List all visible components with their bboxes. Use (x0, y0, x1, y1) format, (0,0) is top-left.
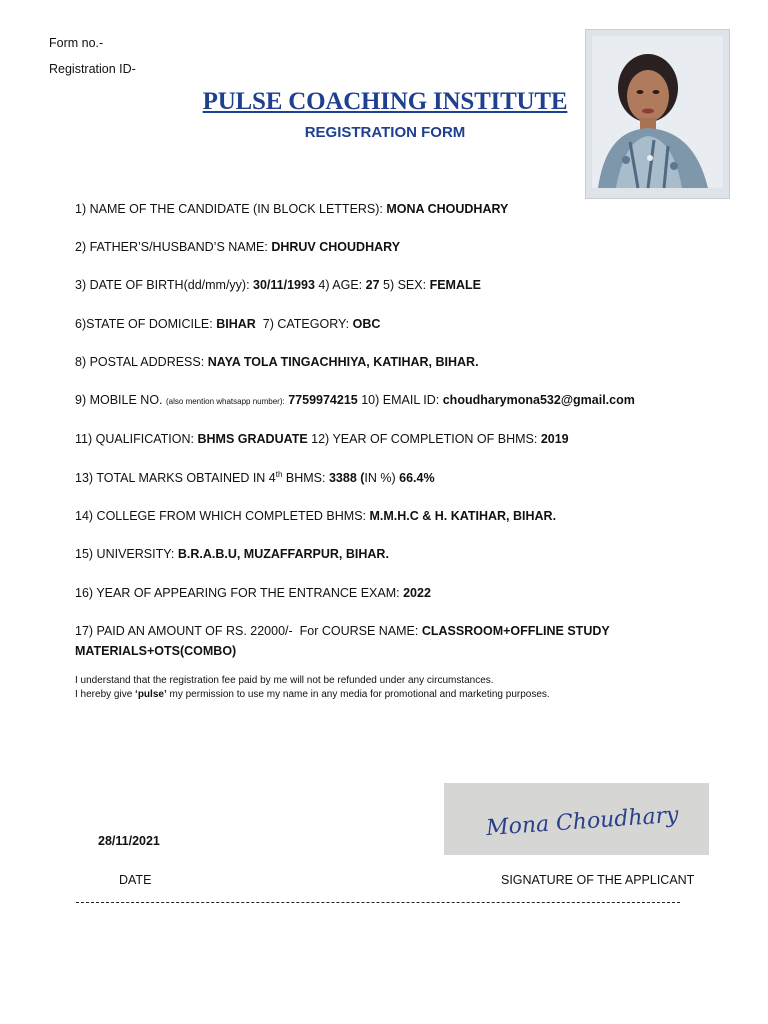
field-label: 6)STATE OF DOMICILE: (75, 317, 217, 331)
field-value: choudharymona532@gmail.com (442, 393, 635, 407)
declaration-permission (75, 689, 550, 700)
field-value: DHRUV CHOUDHARY (271, 240, 401, 254)
field-label-sup: th (275, 470, 283, 479)
form-title: REGISTRATION FORM (304, 124, 466, 141)
field-label: 12) YEAR OF COMPLETION OF BHMS: (307, 432, 541, 446)
field-domicile-category (75, 317, 380, 331)
field-label: 8) POSTAL ADDRESS: (75, 355, 208, 369)
field-dob-age-sex (75, 278, 481, 292)
field-value: FEMALE (429, 278, 481, 292)
field-label: 9) MOBILE NO. (75, 393, 166, 407)
field-university (75, 547, 389, 561)
field-amount-course-cont (75, 644, 236, 658)
field-value: 66.4% (399, 471, 435, 486)
field-label-bold: ( (356, 471, 365, 486)
date-label: DATE (119, 873, 152, 887)
note-text: my permission to use my name in any media for promotional and marketing purposes. (166, 689, 550, 700)
field-postal-address (75, 355, 479, 369)
field-value: BIHAR (216, 317, 256, 331)
field-amount-course (75, 624, 610, 638)
field-label: 17) PAID AN AMOUNT OF RS. 22000/- For COURSE NAME: (75, 624, 422, 638)
field-value: 7759974215 (288, 393, 358, 407)
field-value: OBC (352, 317, 381, 331)
note-emphasis: ‘pulse’ (135, 689, 167, 700)
date-value: 28/11/2021 (98, 834, 160, 848)
field-label: 2) FATHER’S/HUSBAND’S NAME: (75, 240, 272, 254)
field-label: IN %) (364, 471, 400, 486)
field-label: 14) COLLEGE FROM WHICH COMPLETED BHMS: (75, 509, 370, 523)
institute-title: PULSE COACHING INSTITUTE (202, 88, 568, 115)
field-label: 3) DATE OF BIRTH(dd/mm/yy): (75, 278, 254, 292)
field-value: B.R.A.B.U, MUZAFFARPUR, BIHAR. (177, 547, 389, 561)
field-value: M.M.H.C & H. KATIHAR, BIHAR. (369, 509, 557, 523)
field-label: 4) AGE: (314, 278, 366, 292)
field-candidate-name (75, 202, 508, 216)
applicant-photo (586, 30, 729, 198)
registration-id-label: Registration ID- (49, 62, 136, 76)
field-hint: (also mention whatsapp number): (166, 397, 285, 406)
field-value: 3388 (328, 471, 357, 486)
declaration-refund: I understand that the registration fee paid by me will not be refunded under any circumstances. (75, 675, 494, 686)
field-value: 2019 (540, 432, 569, 446)
field-value: CLASSROOM+OFFLINE STUDY (421, 624, 610, 638)
field-label: 13) TOTAL MARKS OBTAINED IN 4 (75, 471, 276, 486)
field-label: 15) UNIVERSITY: (75, 547, 178, 561)
field-value: MONA CHOUDHARY (386, 202, 509, 216)
field-qualification-year (75, 432, 569, 446)
field-value: MATERIALS+OTS(COMBO) (75, 644, 237, 658)
field-value: 30/11/1993 (253, 278, 315, 292)
field-label: 1) NAME OF THE CANDIDATE (IN BLOCK LETTERS): (75, 202, 387, 216)
field-father-husband-name (75, 240, 400, 254)
field-mobile-email (75, 393, 635, 407)
field-label: 5) SEX: (379, 278, 430, 292)
signature-text: Mona Choudhary (485, 802, 680, 842)
signature-label: SIGNATURE OF THE APPLICANT (501, 873, 695, 887)
form-no-label: Form no.- (49, 36, 104, 50)
field-college (75, 509, 556, 523)
field-label: 16) YEAR OF APPEARING FOR THE ENTRANCE EXAM: (75, 586, 404, 600)
applicant-photo-icon (586, 30, 729, 198)
signature-icon (444, 783, 709, 855)
field-value: 2022 (403, 586, 431, 600)
field-label: 10) EMAIL ID: (357, 393, 443, 407)
field-entrance-year (75, 586, 431, 600)
field-value: 27 (365, 278, 380, 292)
field-total-marks (75, 470, 435, 485)
signature-image (444, 783, 709, 855)
note-text: I hereby give (75, 689, 136, 700)
field-value: BHMS GRADUATE (197, 432, 308, 446)
field-label: 11) QUALIFICATION: (75, 432, 198, 446)
field-label: 7) CATEGORY: (255, 317, 353, 331)
field-value: NAYA TOLA TINGACHHIYA, KATIHAR, BIHAR. (207, 355, 479, 369)
field-label: BHMS: (282, 471, 329, 486)
divider (76, 902, 680, 903)
